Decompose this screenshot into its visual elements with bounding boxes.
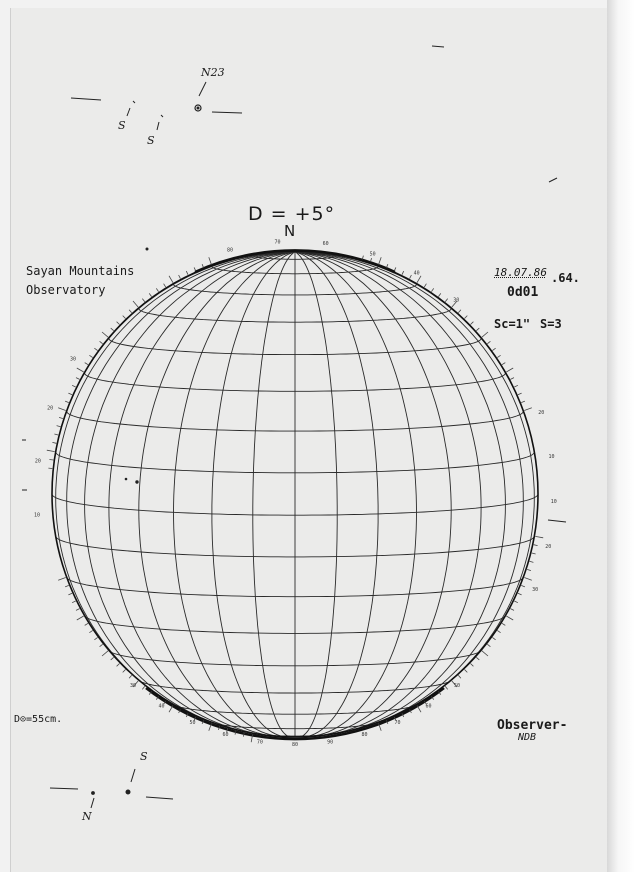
tick-label: 10 xyxy=(548,454,555,460)
limb-tick xyxy=(438,293,440,296)
limb-tick xyxy=(506,616,513,620)
limb-tick xyxy=(49,460,53,461)
limb-tick xyxy=(482,332,488,337)
limb-tick xyxy=(72,601,76,603)
limb-tick xyxy=(102,651,108,656)
limb-tick xyxy=(111,657,114,660)
limb-tick xyxy=(194,267,196,271)
observatory-line-2: Observatory xyxy=(26,283,106,297)
longitude-line xyxy=(253,252,295,737)
limb-tick xyxy=(57,426,61,427)
limb-tick xyxy=(85,363,88,365)
limb-tick xyxy=(424,284,426,287)
limb-tick xyxy=(76,378,80,380)
limb-tick xyxy=(209,257,212,265)
limb-tick xyxy=(379,257,382,265)
limb-tick xyxy=(58,408,65,411)
tick-label: 90 xyxy=(327,739,334,746)
tick-label: 60 xyxy=(425,703,432,710)
tick-label: 20 xyxy=(34,458,41,465)
limb-tick xyxy=(530,561,534,562)
north-pole-mark: N xyxy=(284,222,296,240)
longitude-line xyxy=(67,252,295,732)
tick-label: 40 xyxy=(413,270,420,277)
limb-tick xyxy=(510,609,514,611)
limb-tick xyxy=(524,578,532,581)
observer-label: Observer- xyxy=(497,718,568,733)
limb-tick xyxy=(65,585,69,587)
limb-tick xyxy=(102,332,108,337)
scale-sc: Sc=1" xyxy=(494,317,531,331)
limb-tick xyxy=(497,630,500,632)
limb-tick xyxy=(142,299,145,302)
limb-tick xyxy=(514,601,518,603)
limb-tick xyxy=(179,275,181,279)
limb-tick xyxy=(94,348,97,350)
mark-s-bottom: S xyxy=(140,750,148,763)
limb-tick xyxy=(492,637,495,639)
limb-tick xyxy=(506,368,513,372)
limb-tick xyxy=(487,644,490,647)
mark-s-top-right: S xyxy=(147,134,155,147)
limb-tick xyxy=(52,442,56,443)
limb-tick xyxy=(527,569,531,570)
limb-tick xyxy=(510,378,514,380)
limb-tick xyxy=(85,623,88,625)
tick-label: 40 xyxy=(158,703,165,710)
tick-label: 30 xyxy=(532,587,539,593)
limb-tick xyxy=(521,585,525,587)
tick-label: 30 xyxy=(453,297,460,304)
limb-tick xyxy=(111,328,114,331)
limb-tick xyxy=(77,616,84,620)
longitude-line xyxy=(212,252,295,737)
seeing-value: S=3 xyxy=(540,317,562,331)
limb-tick xyxy=(458,675,461,678)
limb-tick xyxy=(89,355,92,357)
limb-tick xyxy=(394,267,396,271)
observation-date: 18.07.86 xyxy=(494,266,547,279)
limb-tick xyxy=(471,322,474,325)
limb-tick xyxy=(164,284,166,287)
limb-tick xyxy=(47,450,55,451)
limb-tick xyxy=(514,385,518,387)
tick-label: 20 xyxy=(538,410,545,416)
heliographic-grid xyxy=(52,252,538,737)
limb-tick xyxy=(100,341,103,344)
tick-label: 50 xyxy=(453,683,461,689)
limb-tick xyxy=(476,328,479,331)
limb-tick xyxy=(402,271,404,275)
limb-tick xyxy=(133,301,138,307)
limb-tick xyxy=(117,322,120,325)
limb-tick xyxy=(54,434,58,435)
limb-tick xyxy=(156,288,158,291)
tick-label: 70 xyxy=(394,720,401,727)
longitude-line xyxy=(295,252,523,732)
limb-tick xyxy=(518,393,522,395)
limb-tick xyxy=(417,276,421,283)
longitude-line xyxy=(295,252,451,737)
limb-tick xyxy=(59,417,63,418)
tick-label: 70 xyxy=(256,739,263,746)
limb-tick xyxy=(431,288,433,291)
tick-label: 80 xyxy=(291,742,299,748)
limb-tick xyxy=(117,664,120,667)
tick-label: 80 xyxy=(361,732,368,739)
limb-tick xyxy=(445,299,448,302)
limb-tick xyxy=(72,385,76,387)
plate-number: .64. xyxy=(551,271,580,285)
longitude-line xyxy=(295,252,378,737)
observatory-name xyxy=(26,262,134,300)
limb-tick xyxy=(492,348,495,350)
limb-tick xyxy=(149,293,151,296)
tick-label: 30 xyxy=(129,683,137,689)
tick-label: 10 xyxy=(33,512,41,519)
limb-tick xyxy=(535,536,543,537)
limb-tick xyxy=(502,363,505,365)
limb-tick xyxy=(497,355,500,357)
limb-tick xyxy=(89,630,92,632)
tick-label: 60 xyxy=(222,732,229,739)
mark-n-bottom: N xyxy=(82,810,92,823)
tick-label: 20 xyxy=(47,405,54,412)
observer-name: NDB xyxy=(518,732,537,743)
frame-time: 0d01 xyxy=(507,285,539,300)
tick-label: 20 xyxy=(545,543,552,550)
tick-label: 80 xyxy=(226,247,234,254)
limb-tick xyxy=(68,393,72,395)
limb-tick xyxy=(445,686,448,689)
limb-tick xyxy=(76,609,80,611)
limb-tick xyxy=(458,310,461,313)
limb-tick xyxy=(465,670,468,673)
tick-label: 50 xyxy=(369,251,376,258)
limb-tick xyxy=(471,664,474,667)
limb-tick xyxy=(77,368,84,372)
mark-s-top-left: S xyxy=(118,119,126,132)
longitude-line xyxy=(295,252,337,737)
longitude-line xyxy=(174,252,296,737)
limb-tick xyxy=(521,401,525,403)
limb-tick xyxy=(129,675,132,678)
limb-tick xyxy=(123,670,126,673)
longitude-line xyxy=(295,252,417,737)
fiducial-marks xyxy=(22,46,566,808)
tick-label: 70 xyxy=(274,239,281,246)
limb-tick xyxy=(482,651,488,656)
limb-tick xyxy=(123,316,126,319)
limb-tick xyxy=(142,686,145,689)
limb-tick xyxy=(410,275,412,279)
limb-tick xyxy=(94,637,97,639)
sun-diameter: D⊙=55cm. xyxy=(14,714,63,725)
longitude-line xyxy=(139,252,295,737)
limb-tick xyxy=(518,593,522,595)
limb-tick xyxy=(476,657,479,660)
tick-label: 30 xyxy=(69,356,77,363)
declination-label: D = +5° xyxy=(248,203,336,225)
limb-tick xyxy=(58,578,65,581)
tick-label: 10 xyxy=(550,499,557,505)
limb-tick xyxy=(487,341,490,344)
mark-n23: N23 xyxy=(201,66,225,79)
limb-tick xyxy=(534,545,538,546)
limb-tick xyxy=(502,623,505,625)
tick-label: 60 xyxy=(322,240,329,247)
limb-tick xyxy=(532,553,536,554)
limb-tick xyxy=(465,316,468,319)
limb-tick xyxy=(68,593,72,595)
limb-tick xyxy=(100,644,103,647)
limb-tick xyxy=(65,401,69,403)
limb-tick xyxy=(169,276,173,283)
limb-tick xyxy=(524,408,532,411)
limb-tick xyxy=(186,271,188,275)
tick-label: 50 xyxy=(189,720,196,727)
limb-tick xyxy=(129,310,132,313)
observatory-line-1: Sayan Mountains xyxy=(26,264,135,278)
